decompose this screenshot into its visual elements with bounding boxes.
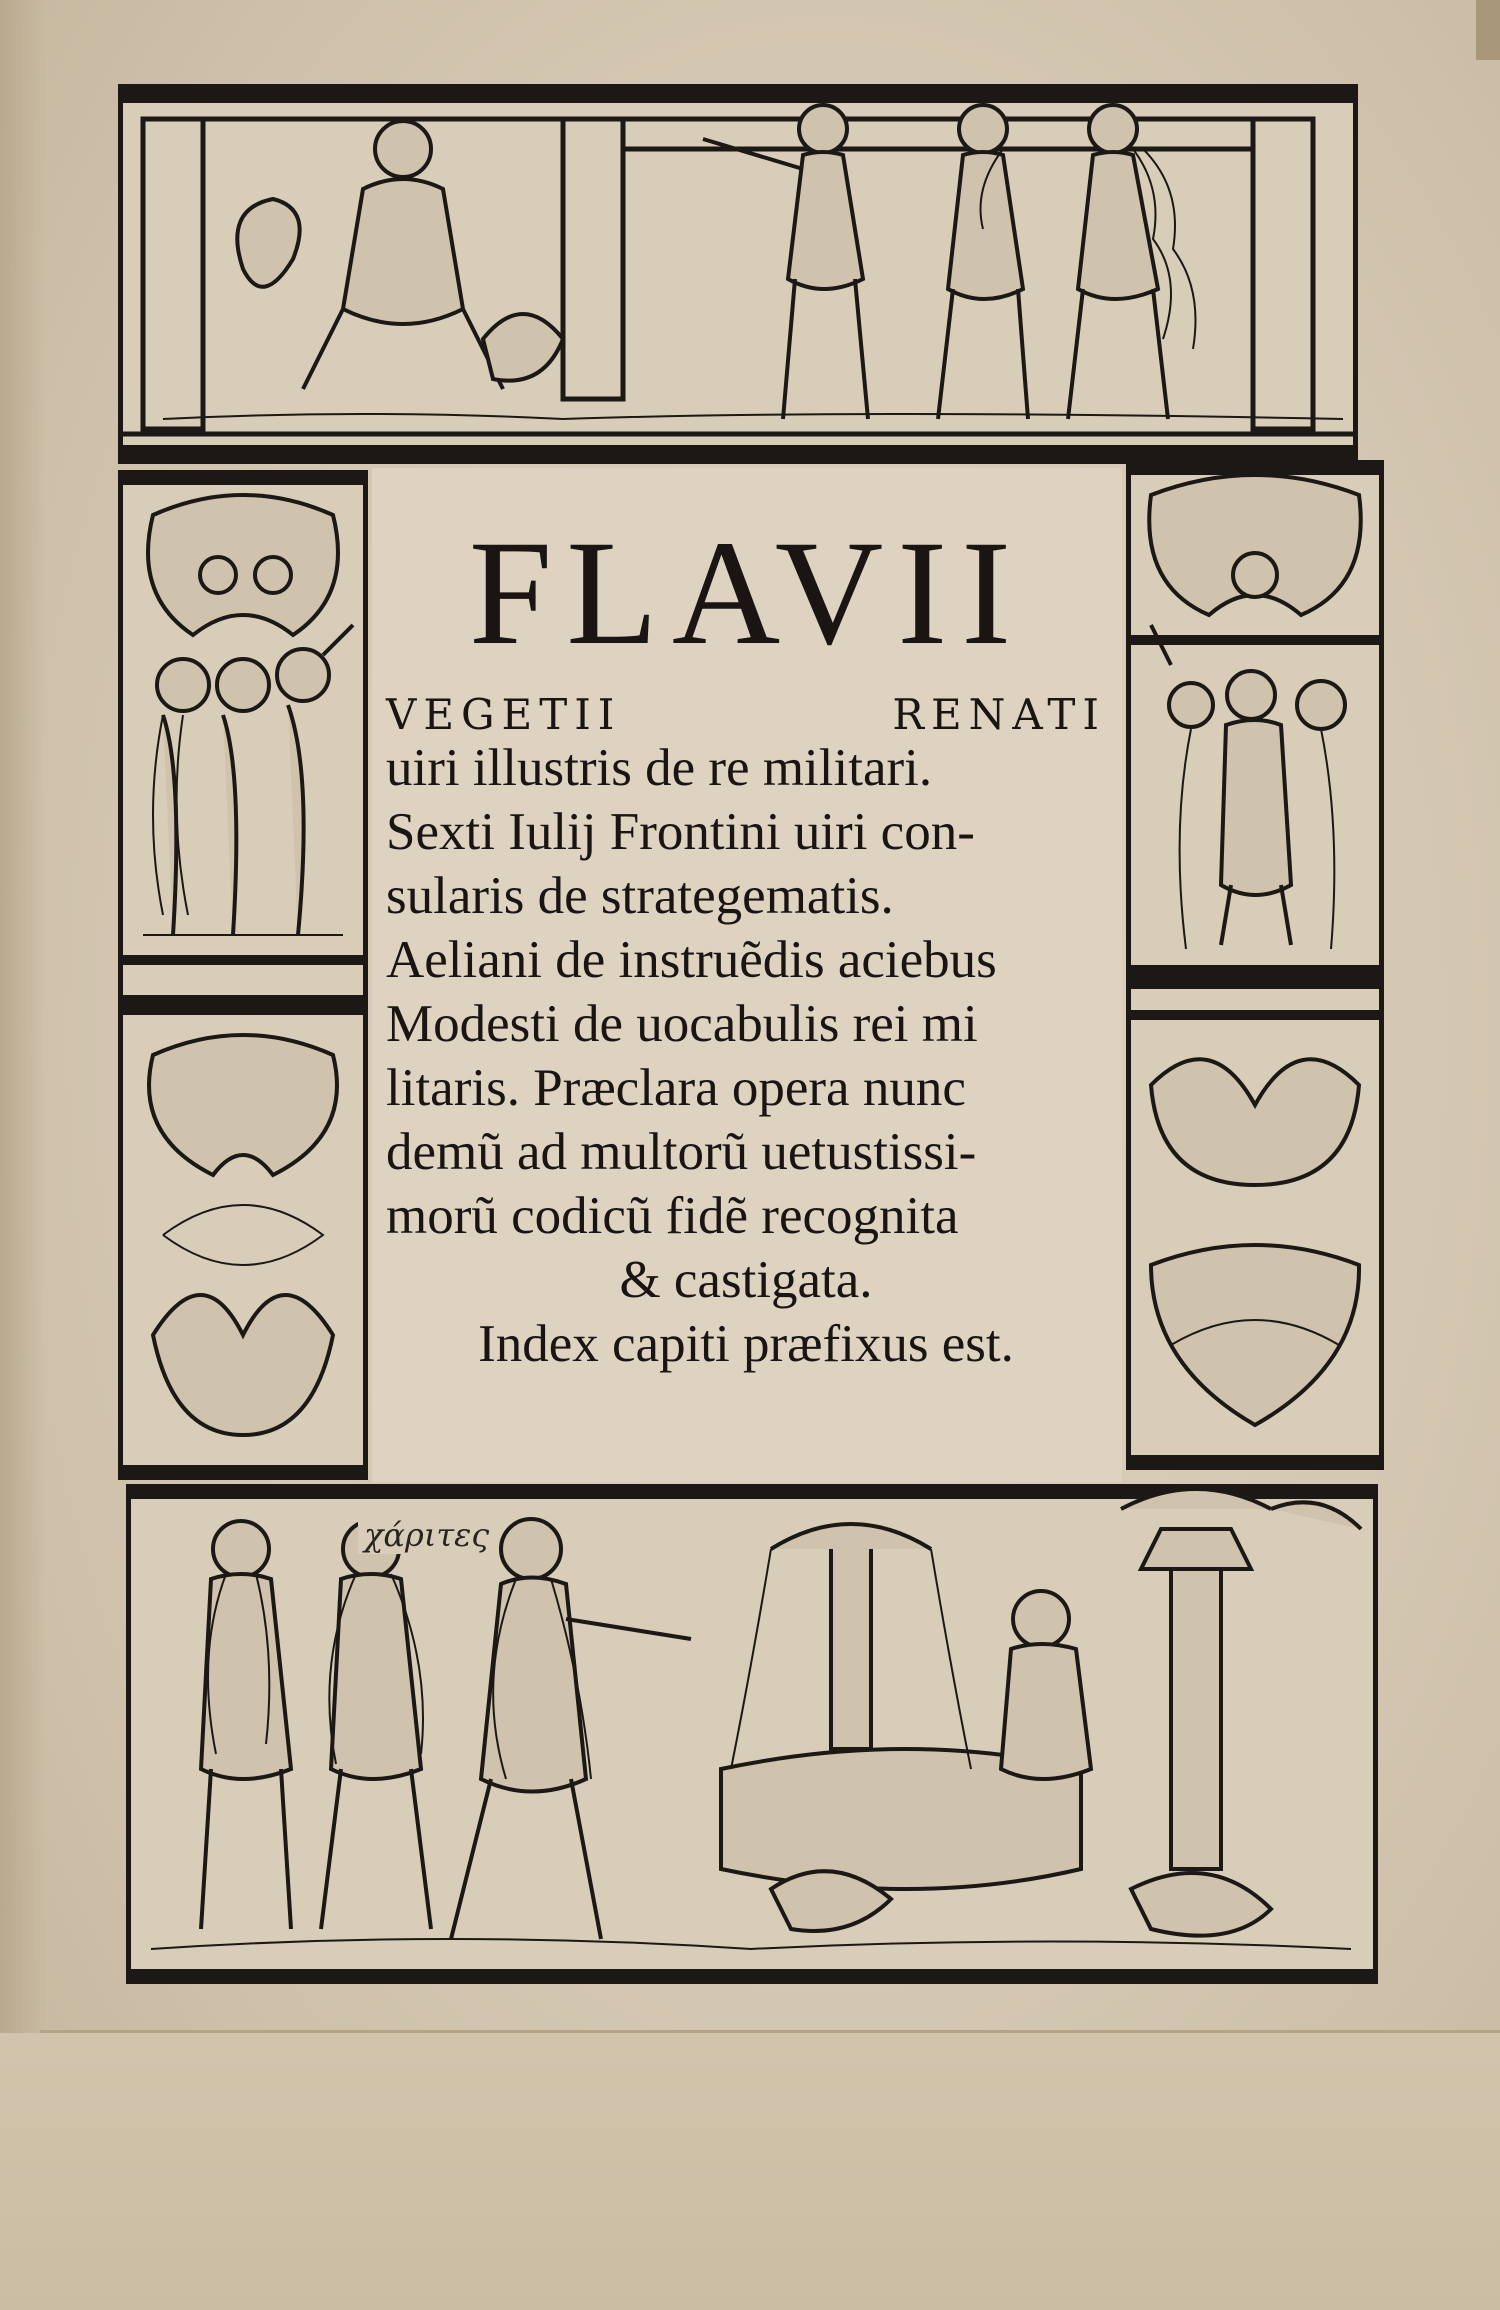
woodcut-right-column	[1126, 460, 1384, 1470]
book-title: FLAVII	[468, 510, 1026, 676]
description-line: & castigata.	[619, 1251, 873, 1309]
description-line: demũ ad multorũ uetustissi-	[386, 1123, 977, 1181]
description-line: sularis de strategematis.	[386, 867, 894, 925]
description-line: morũ codicũ fidẽ recognita	[386, 1187, 959, 1245]
woodcut-bottom-panel	[126, 1484, 1378, 1984]
title-page-description	[386, 736, 1106, 1376]
lower-paper-flap	[0, 2033, 1500, 2310]
description-line: litaris. Præclara opera nunc	[386, 1059, 966, 1117]
woodcut-top-panel	[118, 84, 1358, 464]
page-edge	[1476, 0, 1500, 60]
description-line: uiri illustris de re militari.	[386, 739, 933, 797]
description-line: Aeliani de instruẽdis aciebus	[386, 931, 997, 989]
spine-shadow	[0, 0, 46, 2310]
woodcut-graces-fountain-illustration	[131, 1489, 1373, 1979]
woodcut-left-column	[118, 470, 368, 1480]
fold-line	[40, 2030, 1500, 2033]
description-line: Modesti de uocabulis rei mi	[386, 995, 978, 1053]
description-line: Sexti Iulij Frontini uiri con-	[386, 803, 975, 861]
graces-label: χάριτες	[358, 1516, 495, 1554]
author-subtitle: VEGETII RENATI	[386, 690, 1106, 739]
woodcut-left-ornament	[123, 475, 363, 1475]
index-note: Index capiti præfixus est.	[478, 1315, 1014, 1373]
woodcut-right-ornament	[1131, 465, 1379, 1465]
woodcut-dancers-illustration	[123, 89, 1353, 459]
title-text-panel	[372, 468, 1122, 1482]
